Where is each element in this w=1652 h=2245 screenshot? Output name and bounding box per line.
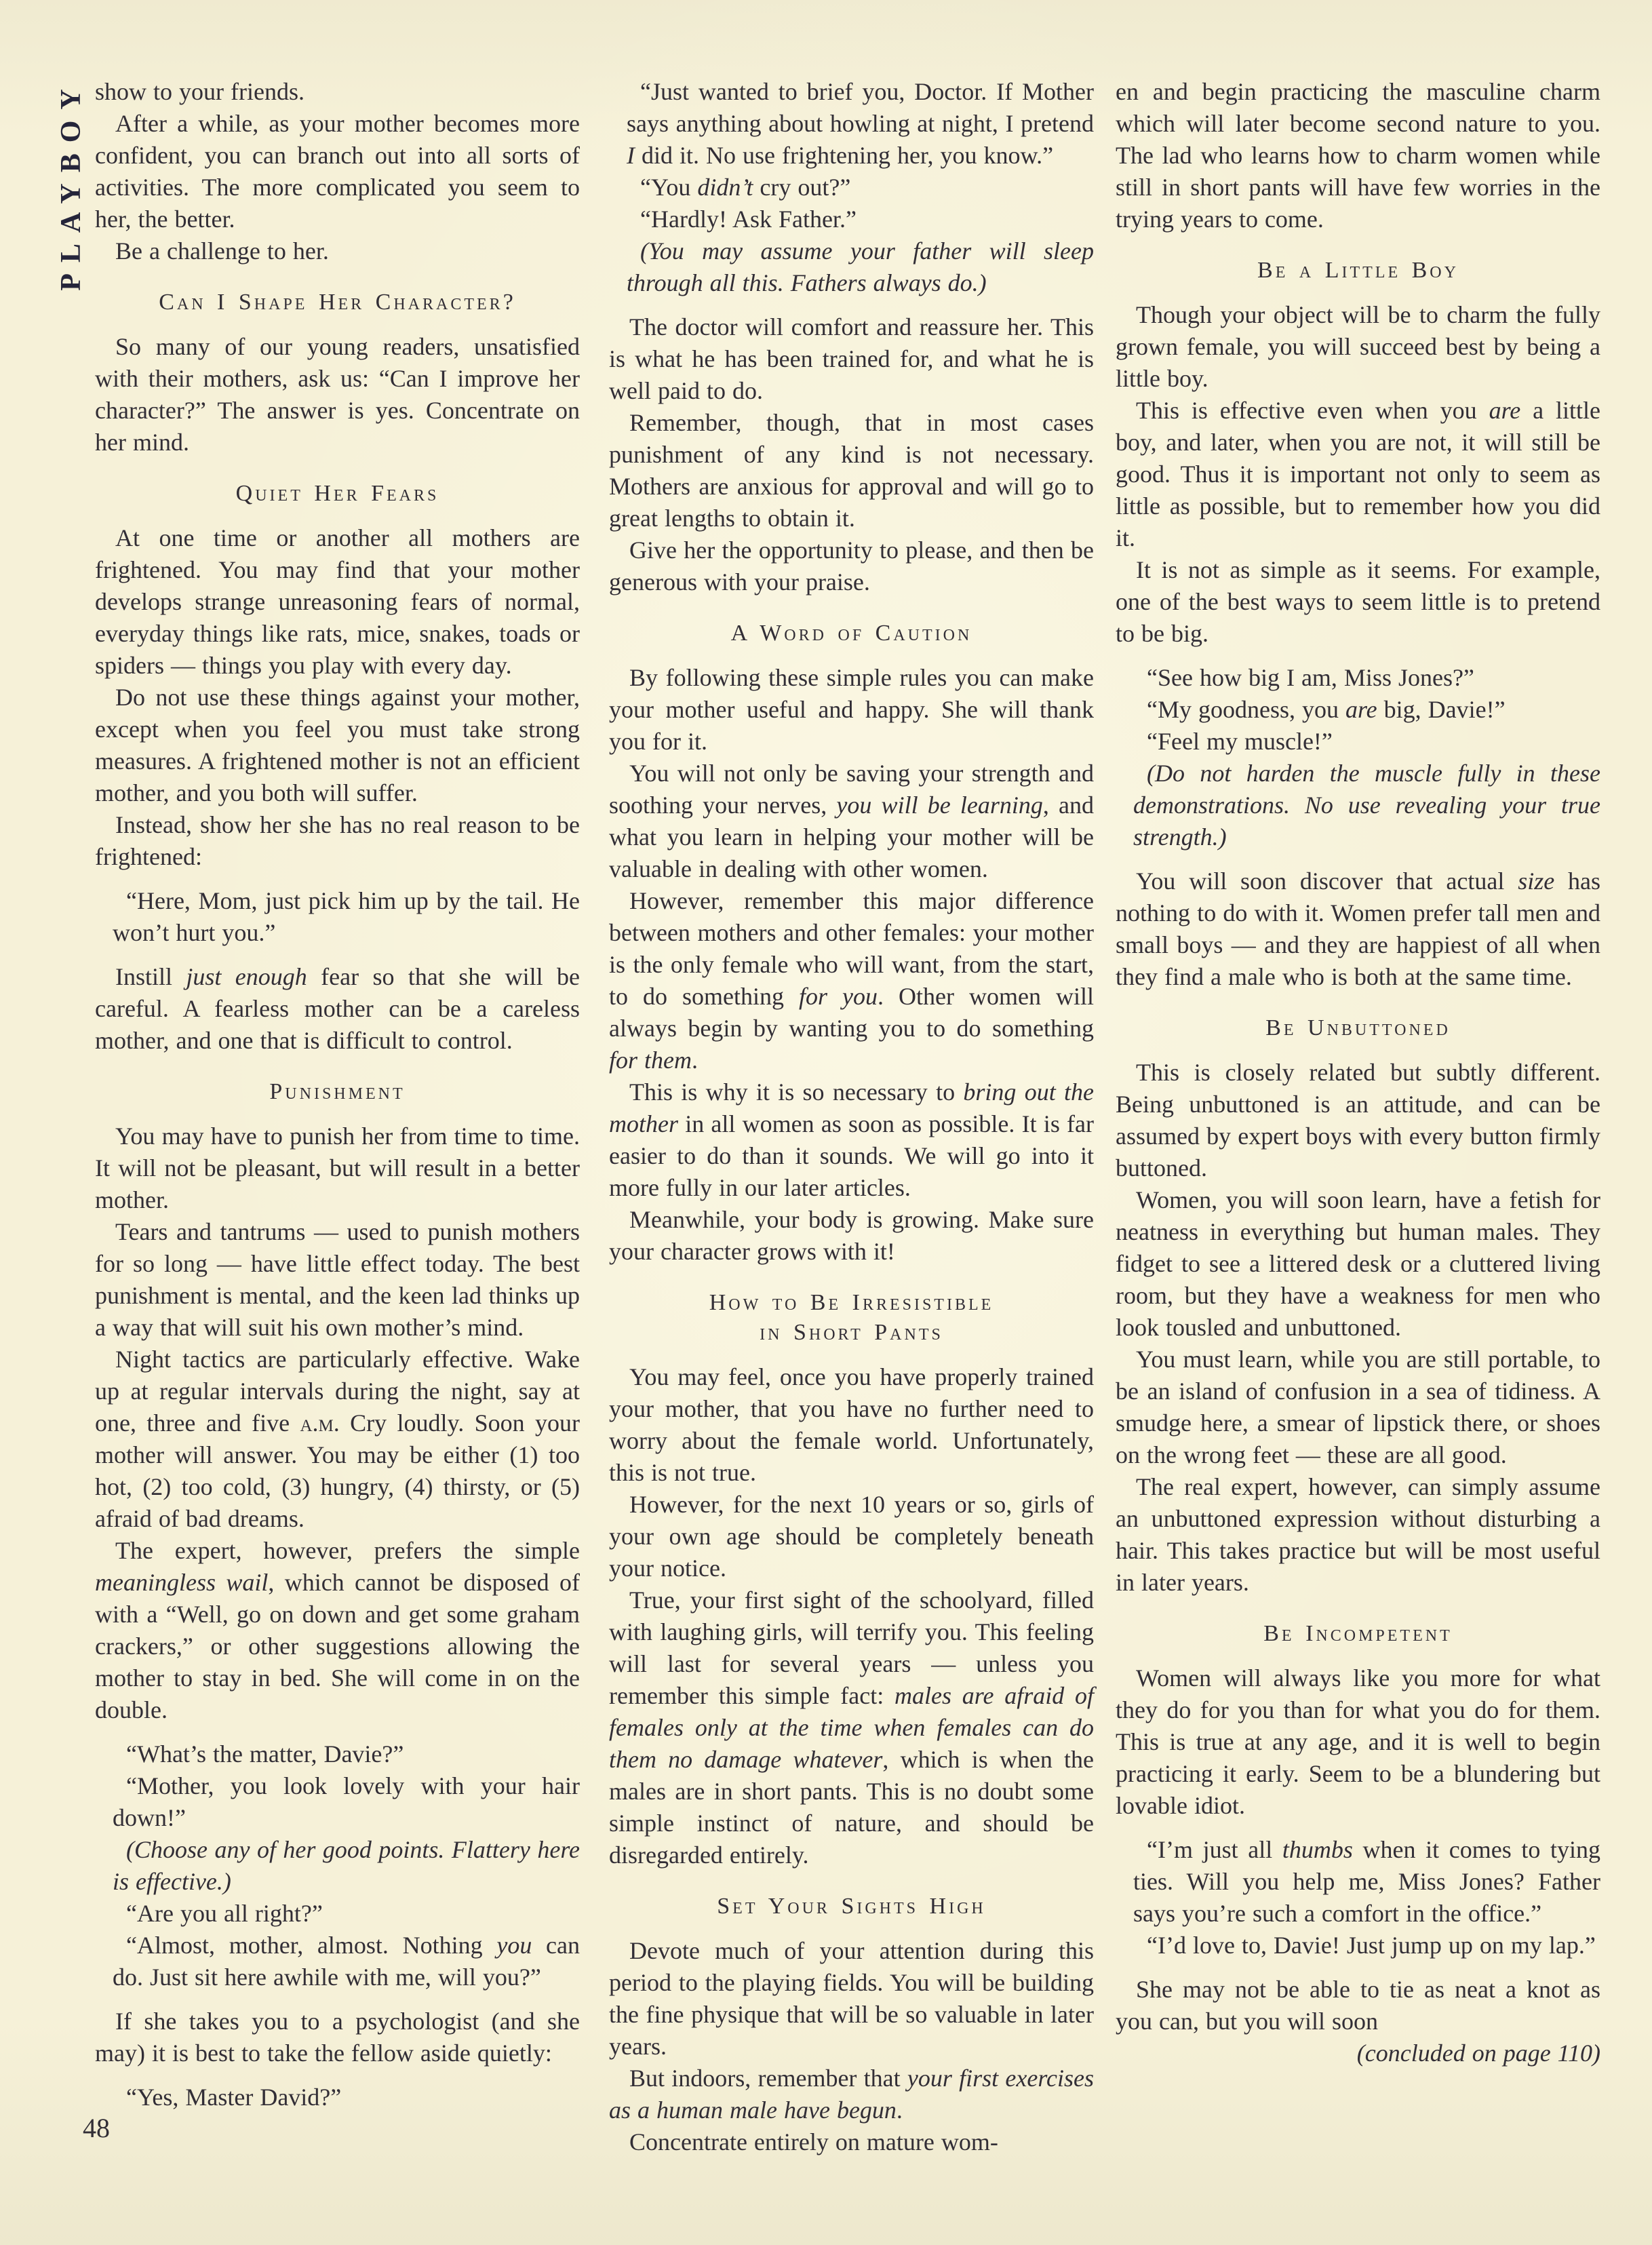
dialogue-paragraph: “Feel my muscle!”	[1147, 728, 1333, 755]
paragraph: If she takes you to a psychologist (and she may) it is best to take the fellow aside quietly:	[95, 2008, 580, 2067]
paragraph: Women, you will soon learn, have a fetish for neatness in everything but human males. They fidget to see a littered desk or a cluttered living room, but they have a weakness for men who look tousled and unbuttoned.	[1116, 1186, 1600, 1341]
section-heading-line: Punishment	[269, 1079, 406, 1104]
paragraph: en and begin practicing the masculine charm which will later become second nature to you. The lad who learns how to charm women while still in short pants will have few worries in the trying years to come.	[1116, 78, 1600, 233]
text-column-3	[1116, 76, 1600, 2069]
paragraph: show to your friends.	[95, 78, 304, 105]
dialogue-paragraph: “What’s the matter, Davie?”	[126, 1740, 404, 1768]
section-heading	[1116, 256, 1600, 286]
paragraph: So many of our young readers, unsatisfied with their mothers, ask us: “Can I improve her character?” The answer is yes. Concentrate on her mind.	[95, 333, 580, 456]
section-heading-line: Be Incompetent	[1263, 1621, 1453, 1646]
section-heading	[95, 1077, 580, 1107]
paragraph: Concentrate entirely on mature wom-	[629, 2128, 998, 2155]
dialogue-paragraph: “I’d love to, Davie! Just jump up on my lap.”	[1147, 1932, 1596, 1959]
dialogue-paragraph: “You didn’t cry out?”	[640, 174, 851, 201]
dialogue-paragraph: (Do not harden the muscle fully in these demonstrations. No use revealing your true strength.)	[1133, 760, 1600, 851]
dialogue-paragraph: “Yes, Master David?”	[126, 2084, 342, 2111]
paragraph: You may feel, once you have properly trained your mother, that you have no further need to worry about the female world. Unfortunately, this is not true.	[609, 1363, 1094, 1486]
playboy-spine-text: PLAYBOY	[56, 78, 87, 291]
paragraph: Be a challenge to her.	[115, 237, 329, 265]
paragraph: By following these simple rules you can make your mother useful and happy. She will thank you for it.	[609, 664, 1094, 755]
section-heading-line: Be Unbuttoned	[1265, 1015, 1451, 1040]
section-heading	[95, 288, 580, 317]
paragraph: Tears and tantrums — used to punish mothers for so long — have little effect today. The best punishment is mental, and the keen lad thinks up a way that will suit his own mother’s mind.	[95, 1218, 580, 1341]
dialogue-paragraph: “Mother, you look lovely with your hair down!”	[113, 1772, 580, 1831]
dialogue-paragraph: “See how big I am, Miss Jones?”	[1147, 664, 1474, 691]
section-heading	[609, 1892, 1094, 1921]
dialogue-paragraph: “Just wanted to brief you, Doctor. If Mother says anything about howling at night, I pretend I did it. No use frightening her, you know.”	[627, 78, 1094, 169]
paragraph: Instill just enough fear so that she will be careful. A fearless mother can be a careless mother, and one that is difficult to control.	[95, 963, 580, 1054]
dialogue-paragraph: “My goodness, you are big, Davie!”	[1147, 696, 1506, 723]
paragraph: After a while, as your mother becomes more confident, you can branch out into all sorts of activities. The more complicated you seem to her, the better.	[95, 110, 580, 233]
paragraph: You will soon discover that actual size has nothing to do with it. Women prefer tall men and small boys — and they are happiest of all when they find a male who is both at the same time.	[1116, 867, 1600, 990]
paragraph: She may not be able to tie as neat a knot as you can, but you will soon	[1116, 1976, 1600, 2035]
section-heading-line: Can I Shape Her Character?	[159, 290, 516, 315]
paragraph: However, for the next 10 years or so, girls of your own age should be completely beneath your notice.	[609, 1491, 1094, 1582]
paragraph: Instead, show her she has no real reason to be frightened:	[95, 811, 580, 870]
paragraph: At one time or another all mothers are frightened. You may find that your mother develops strange unreasoning fears of normal, everyday things like rats, mice, snakes, toads or spiders — things you play with every day.	[95, 524, 580, 679]
paragraph: However, remember this major difference between mothers and other females: your mother is the only female who will want, from the start, to do something for you. Other women will always begin by wanting you to do something for them.	[609, 887, 1095, 1074]
section-heading-line: Set Your Sights High	[717, 1894, 986, 1919]
paragraph: You will not only be saving your strength and soothing your nerves, you will be learning, and what you learn in helping your mother will be valuable in dealing with other women.	[609, 760, 1094, 882]
section-heading	[95, 479, 580, 509]
paragraph: You must learn, while you are still portable, to be an island of confusion in a sea of tidiness. A smudge here, a smear of lipstick there, or shoes on the wrong feet — these are all good.	[1116, 1346, 1600, 1468]
paragraph: The doctor will comfort and reassure her. This is what he has been trained for, and what he is well paid to do.	[609, 313, 1094, 404]
paragraph: You may have to punish her from time to time. It will not be pleasant, but will result in a better mother.	[95, 1122, 580, 1213]
section-heading-line: in Short Pants	[760, 1320, 943, 1345]
text-column-1	[95, 76, 580, 2113]
paragraph: It is not as simple as it seems. For example, one of the best ways to seem little is to pretend to be big.	[1116, 556, 1600, 647]
paragraph: Meanwhile, your body is growing. Make sure your character grows with it!	[609, 1206, 1094, 1265]
paragraph: Devote much of your attention during this period to the playing fields. You will be building the fine physique that will be so valuable in later years.	[609, 1937, 1094, 2060]
paragraph: This is effective even when you are a little boy, and later, when you are not, it will still be good. Thus it is important not only to seem as little as possible, but to remember how you did it.	[1116, 397, 1600, 551]
section-heading	[1116, 1013, 1600, 1043]
paragraph: Though your object will be to charm the fully grown female, you will succeed best by being a little boy.	[1116, 301, 1600, 392]
dialogue-paragraph: “Hardly! Ask Father.”	[640, 206, 857, 233]
section-heading-line: A Word of Caution	[730, 621, 972, 646]
section-heading	[609, 1288, 1094, 1348]
paragraph: Remember, though, that in most cases punishment of any kind is not necessary. Mothers are anxious for approval and will go to great lengths to obtain it.	[609, 409, 1094, 532]
dialogue-paragraph: (Choose any of her good points. Flattery here is effective.)	[113, 1836, 580, 1895]
text-column-2	[609, 76, 1094, 2158]
paragraph: Do not use these things against your mother, except when you feel you must take strong measures. A frightened mother is not an efficient mother, and you both will suffer.	[95, 684, 580, 806]
paragraph: Give her the opportunity to please, and then be generous with your praise.	[609, 536, 1094, 596]
paragraph: But indoors, remember that your first exercises as a human male have begun.	[609, 2065, 1094, 2124]
section-heading	[1116, 1619, 1600, 1649]
paragraph: True, your first sight of the schoolyard, filled with laughing girls, will terrify you. This feeling will last for several years — unless you remember this simple fact: males are afraid of females only at the time when females can do them no damage whatever, which is when the males are in short pants. This is no doubt some simple instinct of nature, and should be disregarded entirely.	[609, 1586, 1094, 1869]
paragraph: The real expert, however, can simply assume an unbuttoned expression without disturbing a hair. This takes practice but will be most useful in later years.	[1116, 1473, 1600, 1596]
dialogue-paragraph: “Are you all right?”	[126, 1900, 323, 1927]
page-number: 48	[83, 2113, 110, 2143]
dialogue-paragraph: “Almost, mother, almost. Nothing you can do. Just sit here awhile with me, will you?”	[113, 1932, 580, 1991]
dialogue-paragraph: “I’m just all thumbs when it comes to tying ties. Will you help me, Miss Jones? Father says you’re such a comfort in the office.”	[1133, 1836, 1600, 1927]
paragraph: Night tactics are particularly effective. Wake up at regular intervals during the night, say at one, three and five a.m. Cry loudly. Soon your mother will answer. You may be either (1) too hot, (2) too cold, (3) hungry, (4) thirsty, or (5) afraid of bad dreams.	[95, 1346, 580, 1532]
section-heading-line: Be a Little Boy	[1257, 258, 1459, 283]
section-heading	[609, 619, 1094, 648]
section-heading-line: How to Be Irresistible	[709, 1290, 994, 1315]
paragraph: This is why it is so necessary to bring out the mother in all women as soon as possible. It is far easier to do than it sounds. We will go into it more fully in our later articles.	[609, 1078, 1094, 1201]
continued-note: (concluded on page 110)	[1356, 2039, 1600, 2067]
dialogue-paragraph: (You may assume your father will sleep through all this. Fathers always do.)	[627, 237, 1094, 296]
paragraph: The expert, however, prefers the simple meaningless wail, which cannot be disposed of with a “Well, go on down and get some graham crackers,” or other suggestions allowing the mother to stay in bed. She will come in on the double.	[95, 1537, 580, 1723]
paragraph: Women will always like you more for what they do for you than for what you do for them. This is true at any age, and it is well to begin practicing it early. Seem to be a blundering but lovable idiot.	[1116, 1664, 1600, 1819]
paragraph: This is closely related but subtly different. Being unbuttoned is an attitude, and can be assumed by expert boys with every button firmly buttoned.	[1116, 1059, 1600, 1182]
dialogue-paragraph: “Here, Mom, just pick him up by the tail. He won’t hurt you.”	[113, 887, 580, 946]
section-heading-line: Quiet Her Fears	[235, 481, 439, 506]
